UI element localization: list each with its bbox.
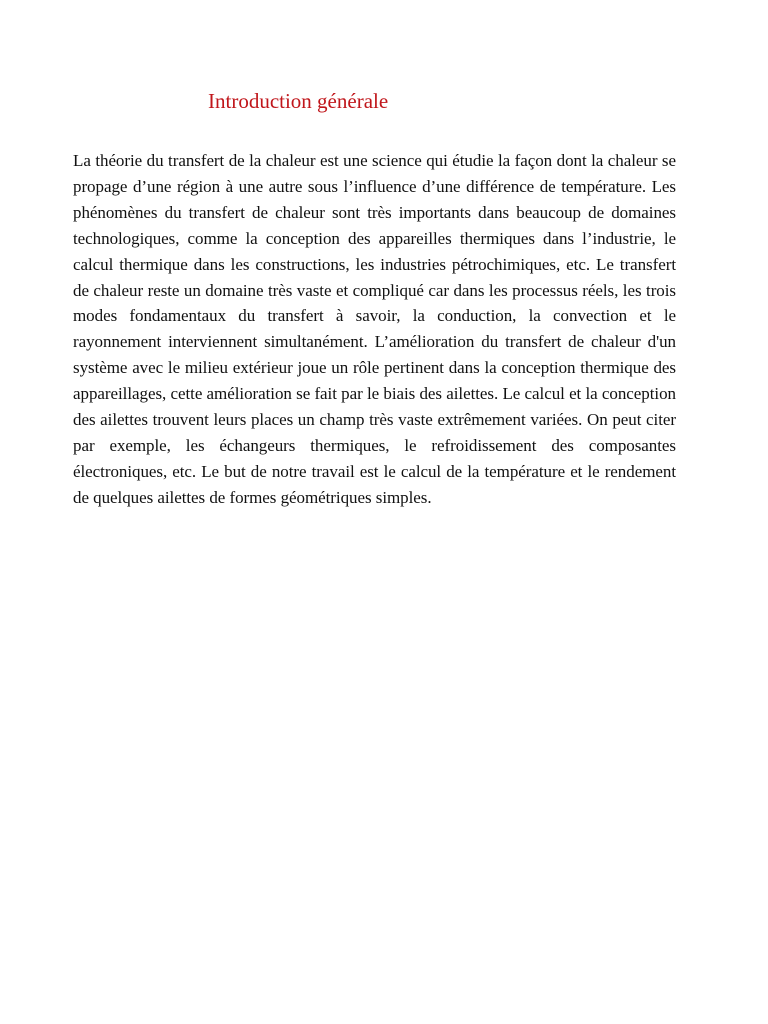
introduction-paragraph: La théorie du transfert de la chaleur est une science qui étudie la façon dont la chaleur se propage d’une région à une autre sous l’influence d’une différence de température. Les phénomènes du transfert de chaleur sont très importants dans beaucoup de domaines technologiques, comme la conception des appareilles thermiques dans l’industrie, le calcul thermique dans les constructions, les industries pétrochimiques, etc. Le transfert de chaleur reste un domaine très vaste et compliqué car dans les processus réels, les trois modes fondamentaux du transfert à savoir, la conduction, la convection et le rayonnement interviennent simultanément. L’amélioration du transfert de chaleur d'un système avec le milieu extérieur joue un rôle pertinent dans la conception thermique des appareillages, cette amélioration se fait par le biais des ailettes. Le calcul et la conception des ailettes trouvent leurs places un champ très vaste extrêmement variées. On peut citer par exemple, les échangeurs thermiques, le refroidissement des composantes électroniques, etc. Le but de notre travail est le calcul de la température et le rendement de quelques ailettes de formes géométriques simples. [73,151,676,507]
page-title: Introduction générale [208,89,389,113]
